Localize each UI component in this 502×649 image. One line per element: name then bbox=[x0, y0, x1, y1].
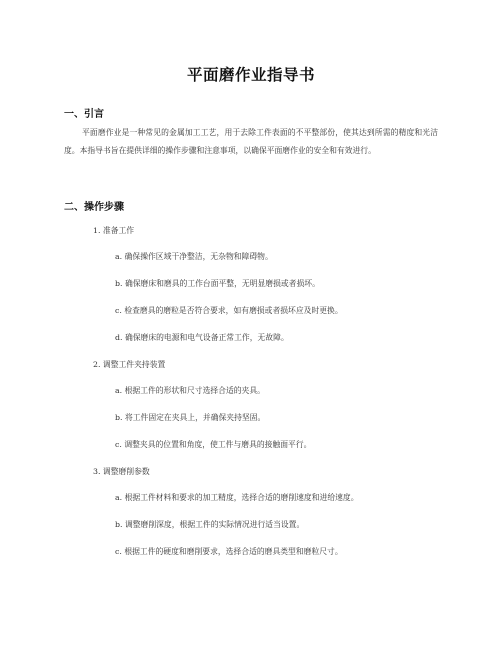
step-1-label: 1. 准备工作 bbox=[93, 226, 135, 235]
step-1-item-c: c. 检查磨具的磨粒是否符合要求，如有磨损或者损坏应及时更换。 bbox=[115, 306, 343, 315]
step-2-label: 2. 调整工件夹持装置 bbox=[93, 360, 166, 369]
step-1-item-a: a. 确保操作区域干净整洁，无杂物和障碍物。 bbox=[115, 252, 273, 261]
document-title: 平面磨作业指导书 bbox=[186, 66, 315, 84]
section-heading-steps: 二、操作步骤 bbox=[64, 202, 124, 213]
section-heading-introduction: 一、引言 bbox=[64, 109, 104, 120]
step-3-item-a: a. 根据工件材料和要求的加工精度，选择合适的磨削速度和进给速度。 bbox=[115, 493, 359, 502]
step-2-item-a: a. 根据工件的形状和尺寸选择合适的夹具。 bbox=[115, 386, 265, 395]
step-2-item-b: b. 将工件固定在夹具上，并确保夹持坚固。 bbox=[115, 413, 266, 422]
step-2-item-c: c. 调整夹具的位置和角度，使工件与磨具的接触面平行。 bbox=[115, 440, 312, 449]
introduction-paragraph: 平面磨作业是一种常见的金属加工工艺，用于去除工件表面的不平整部份，使其达到所需的精度和光洁度。本指导书旨在提供详细的操作步骤和注意事项，以确保平面磨作业的安全和有效进行。 bbox=[64, 128, 438, 155]
step-3-label: 3. 调整磨削参数 bbox=[93, 467, 150, 476]
step-3-item-b: b. 调整磨削深度，根据工件的实际情况进行适当设置。 bbox=[115, 520, 305, 529]
step-1-item-b: b. 确保磨床和磨具的工作台面平整，无明显磨损或者损坏。 bbox=[115, 279, 320, 288]
step-1-item-d: d. 确保磨床的电源和电气设备正常工作，无故障。 bbox=[115, 333, 289, 342]
step-3-item-c: c. 根据工件的硬度和磨削要求，选择合适的磨具类型和磨粒尺寸。 bbox=[115, 547, 343, 556]
